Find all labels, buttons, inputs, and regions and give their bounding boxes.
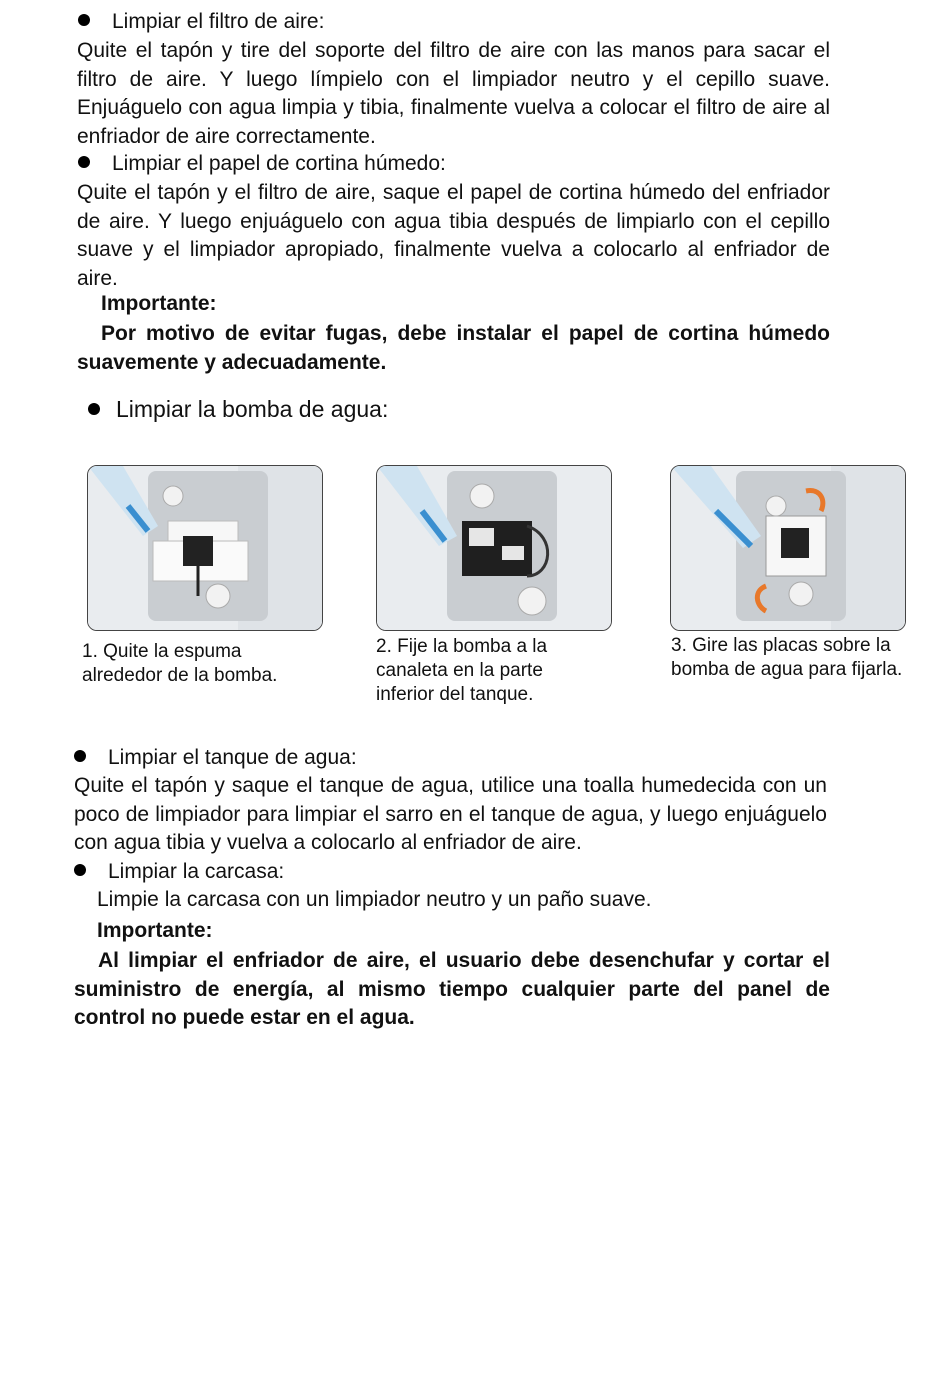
pump-photo-1 <box>87 465 323 631</box>
bullet-housing <box>74 859 284 885</box>
curtain-important-label: Importante: <box>101 292 217 315</box>
pump-step-3-caption: 3. Gire las placas sobre la bomba de agua para fijarla. <box>671 635 903 680</box>
curtain-important-text: Por motivo de evitar fugas, debe instalar el papel de cortina húmedo suavemente y adecuadamente. <box>77 322 830 374</box>
water-tank-heading: Limpiar el tanque de agua: <box>108 746 357 769</box>
water-tank-body: Quite el tapón y saque el tanque de agua, utilice una toalla humedecida con un poco de limpiador para limpiar el sarro en el tanque de agua, y luego enjuáguelo con agua tibia y vuelva a colocarlo al enfriador de aire. <box>74 774 827 854</box>
housing-body: Limpie la carcasa con un limpiador neutro y un paño suave. <box>97 888 652 911</box>
curtain-paper-body: Quite el tapón y el filtro de aire, saque el papel de cortina húmedo del enfriador de aire. Y luego enjuáguelo con agua tibia después de limpiarlo con el cepillo suave y el limpiador apropiado, finalmente vuelva a colocarlo al enfriador de aire. <box>77 181 830 290</box>
pump-photo-3 <box>670 465 906 631</box>
bullet-dot-icon <box>74 750 86 762</box>
bullet-dot-icon <box>78 156 90 168</box>
housing-important-label: Importante: <box>97 919 213 942</box>
bullet-water-pump <box>88 396 388 422</box>
water-pump-heading: Limpiar la bomba de agua: <box>116 396 389 422</box>
bullet-air-filter <box>78 9 324 35</box>
air-filter-body: Quite el tapón y tire del soporte del filtro de aire con las manos para sacar el filtro de aire. Y luego límpielo con el limpiador neutro y el cepillo suave. Enjuáguelo con agua limpia y tibia, finalmente vuelva a colocar el filtro de aire al enfriador de aire correctamente. <box>77 39 830 148</box>
housing-heading: Limpiar la carcasa: <box>108 860 285 883</box>
bullet-dot-icon <box>78 14 90 26</box>
housing-important-text: Al limpiar el enfriador de aire, el usuario debe desenchufar y cortar el suministro de energía, al mismo tiempo cualquier parte del panel de control no puede estar en el agua. <box>74 949 830 1029</box>
curtain-paper-heading: Limpiar el papel de cortina húmedo: <box>112 152 446 175</box>
air-filter-heading: Limpiar el filtro de aire: <box>112 10 325 33</box>
bullet-dot-icon <box>74 864 86 876</box>
bullet-curtain-paper <box>78 151 446 177</box>
bullet-water-tank <box>74 745 357 771</box>
pump-step-2-caption: 2. Fije la bomba a la canaleta en la parte inferior del tanque. <box>376 636 548 705</box>
pump-step-1-caption: 1. Quite la espuma alrededor de la bomba. <box>82 641 278 686</box>
pump-photo-2 <box>376 465 612 631</box>
bullet-dot-icon <box>88 403 100 415</box>
